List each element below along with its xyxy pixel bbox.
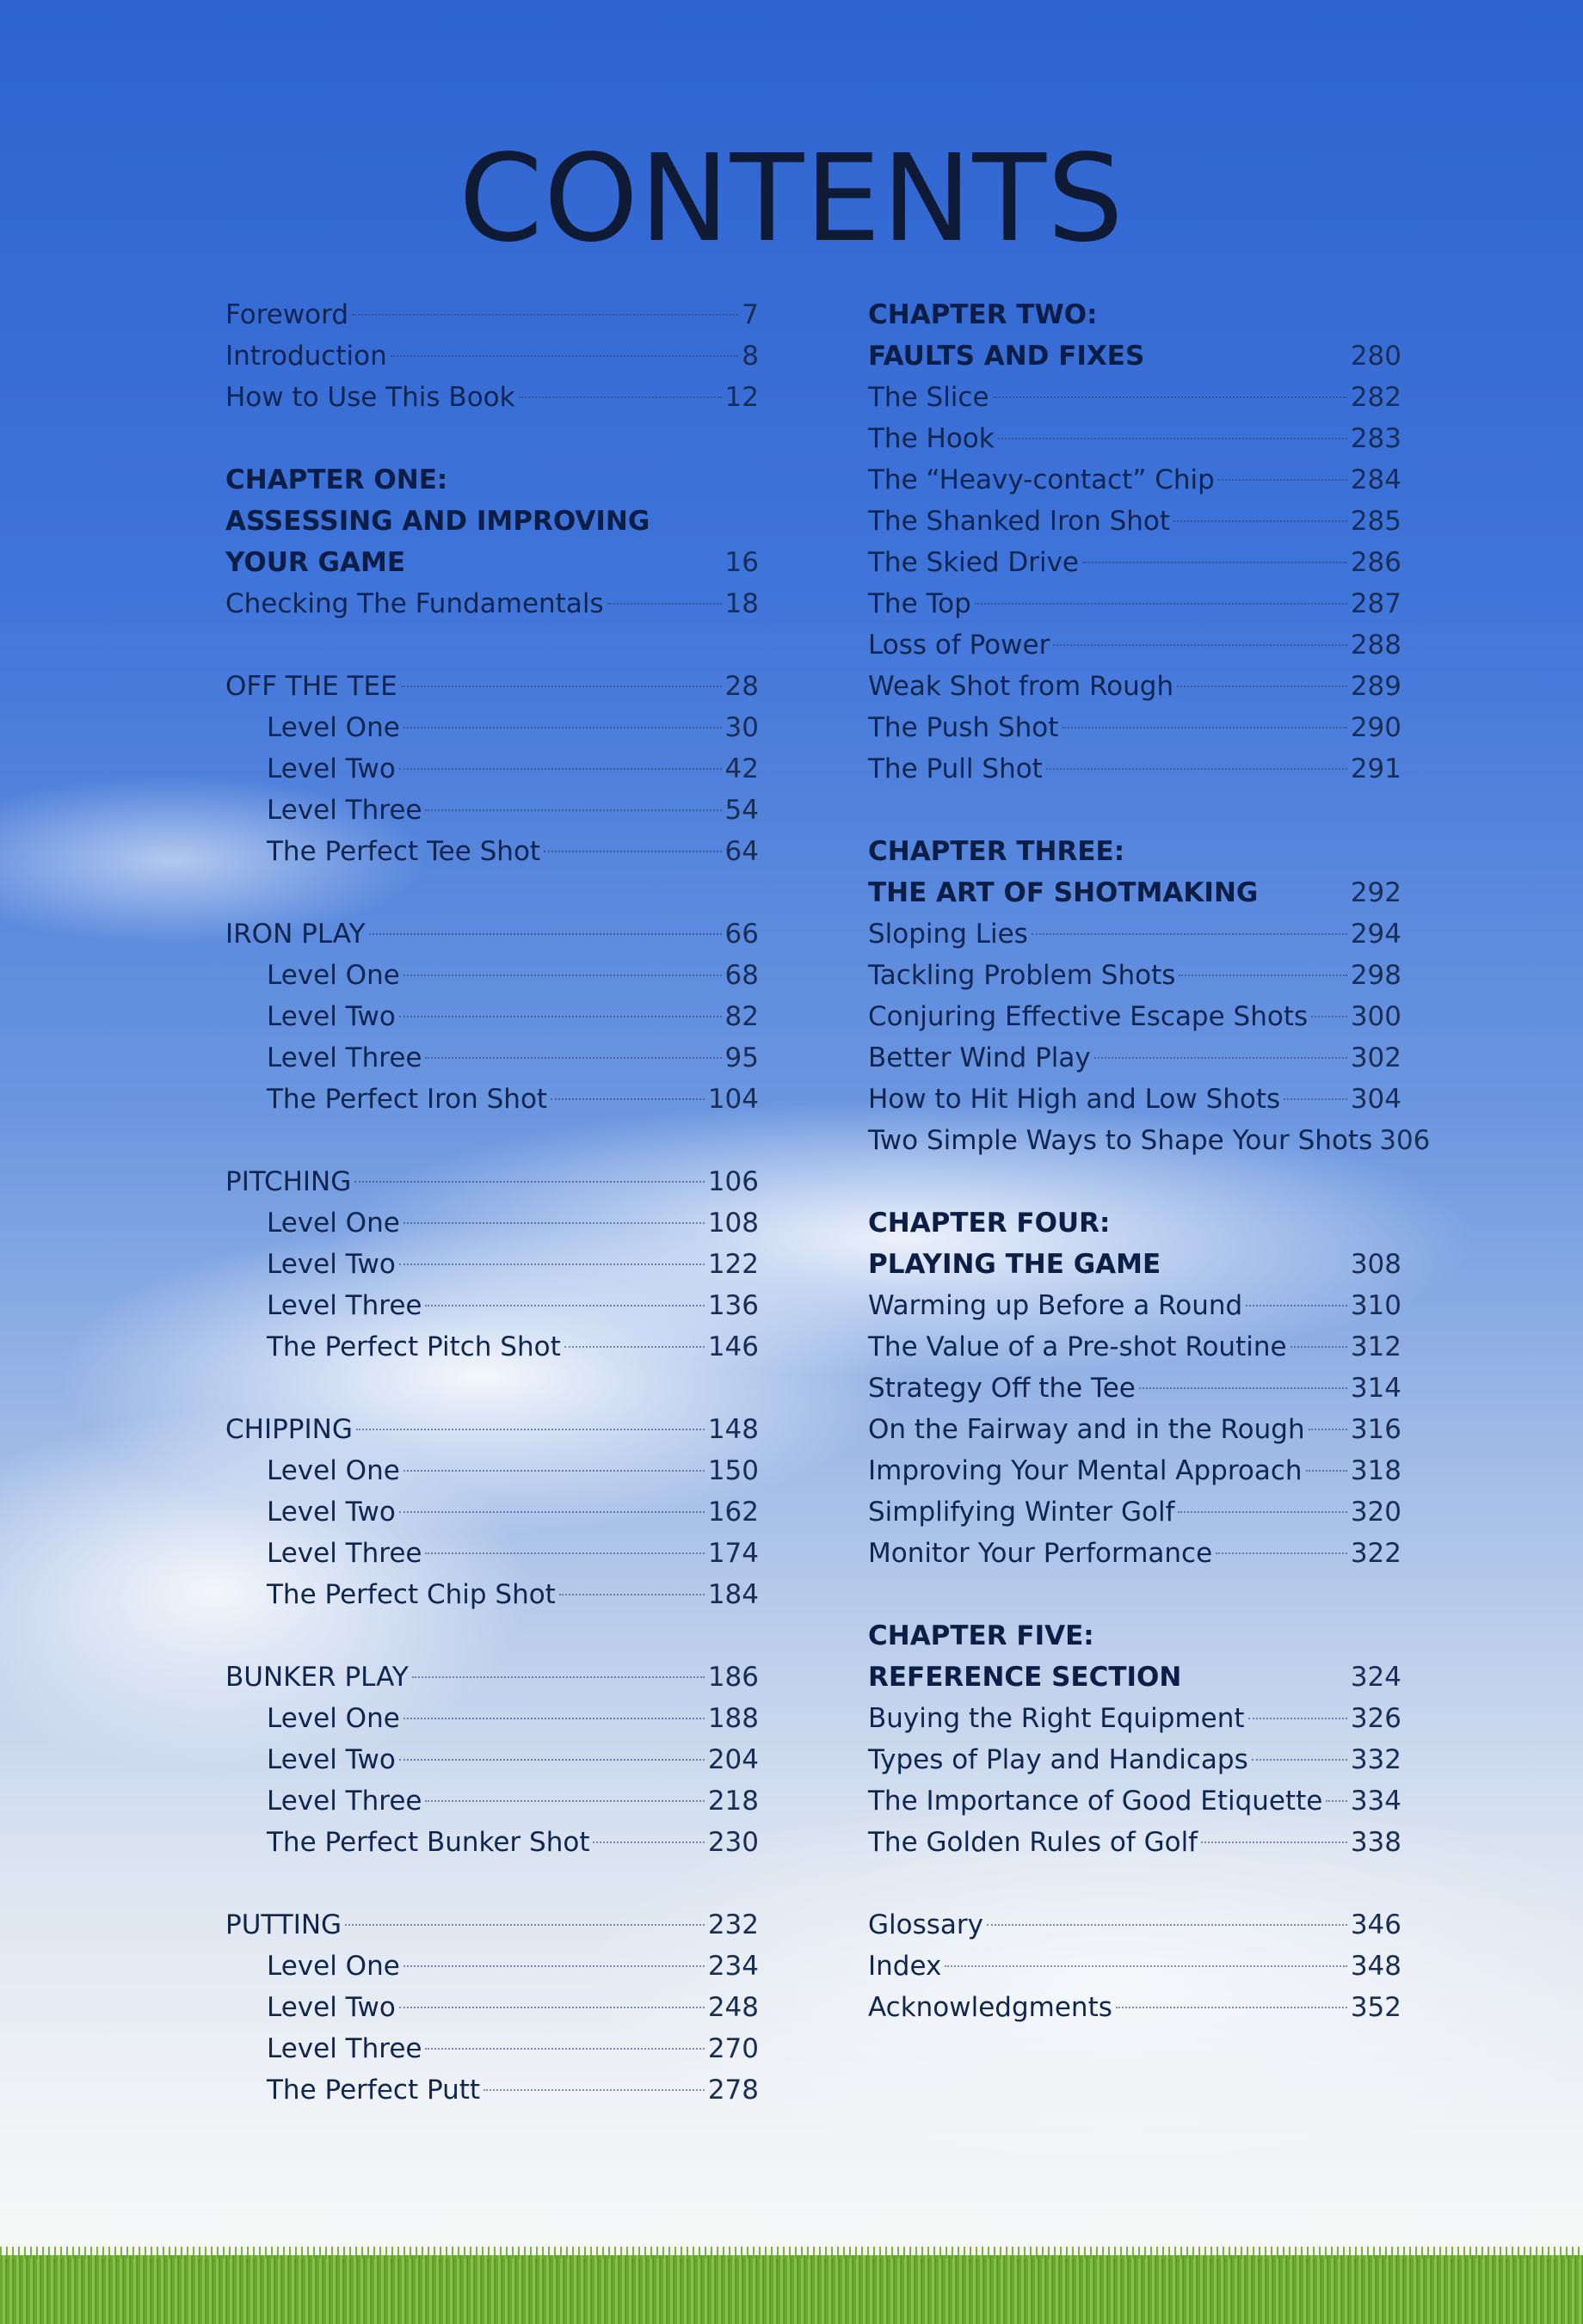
toc-entry[interactable] <box>225 790 759 831</box>
toc-left-column <box>225 294 759 2152</box>
toc-page-number: 104 <box>707 1084 759 1115</box>
toc-page-number: 42 <box>724 753 759 784</box>
toc-leader-dots <box>993 397 1347 398</box>
toc-leader-dots <box>425 1305 704 1306</box>
toc-entry-label: Level Three <box>267 1290 422 1321</box>
toc-page-number: 326 <box>1350 1703 1401 1734</box>
toc-entry-label: IRON PLAY <box>225 919 366 950</box>
toc-page-number: 284 <box>1350 464 1401 495</box>
toc-group <box>868 1615 1401 1863</box>
toc-entry[interactable] <box>868 624 1401 666</box>
toc-entry[interactable] <box>225 748 759 790</box>
toc-page-number: 28 <box>724 671 759 702</box>
toc-entry-label: OFF THE TEE <box>225 671 397 702</box>
toc-page-number: 122 <box>707 1249 759 1280</box>
toc-page-number: 186 <box>707 1662 759 1693</box>
toc-group <box>868 1202 1401 1574</box>
toc-page-number: 30 <box>724 712 759 743</box>
toc-group <box>225 1161 759 1368</box>
toc-page-number: 332 <box>1350 1744 1401 1775</box>
toc-entry[interactable] <box>225 955 759 996</box>
toc-leader-dots <box>1177 686 1347 687</box>
section-heading-row[interactable] <box>225 666 759 707</box>
toc-page-number: 148 <box>707 1414 759 1445</box>
toc-entry[interactable] <box>225 2028 759 2069</box>
toc-leader-dots <box>1179 974 1346 976</box>
chapter-heading-row[interactable] <box>868 872 1401 913</box>
toc-entry[interactable] <box>225 1037 759 1079</box>
toc-group <box>868 831 1431 1161</box>
toc-leader-dots <box>1252 1759 1347 1761</box>
toc-page-number: 136 <box>707 1290 759 1321</box>
toc-entry-label: Checking The Fundamentals <box>225 588 604 619</box>
toc-page-number: 288 <box>1350 630 1401 661</box>
chapter-heading: FAULTS AND FIXES <box>868 341 1145 372</box>
toc-entry[interactable] <box>868 418 1401 459</box>
toc-group <box>225 1904 759 2111</box>
toc-page-number: 162 <box>707 1497 759 1528</box>
toc-entry-label: Conjuring Effective Escape Shots <box>868 1001 1309 1032</box>
toc-entry[interactable] <box>868 666 1401 707</box>
toc-leader-dots <box>519 397 722 398</box>
toc-entry-label: Level Three <box>267 1538 422 1569</box>
toc-entry[interactable] <box>868 1946 1401 1987</box>
toc-page-number: 308 <box>1350 1249 1401 1280</box>
toc-page-number: 304 <box>1350 1084 1401 1115</box>
toc-page-number: 7 <box>742 299 759 330</box>
toc-entry-label: The Perfect Iron Shot <box>267 1084 548 1115</box>
toc-entry-label: Level Two <box>267 1992 396 2023</box>
toc-leader-dots <box>987 1924 1347 1926</box>
toc-leader-dots <box>399 1511 705 1513</box>
toc-entry-label: The Golden Rules of Golf <box>868 1827 1198 1858</box>
toc-entry-label: Buying the Right Equipment <box>868 1703 1245 1734</box>
toc-entry-label: The Perfect Putt <box>267 2075 481 2106</box>
toc-leader-dots <box>345 1924 705 1926</box>
toc-entry[interactable] <box>225 1822 759 1863</box>
toc-entry-label: Level One <box>267 1455 400 1486</box>
chapter-heading: REFERENCE SECTION <box>868 1662 1182 1693</box>
section-heading-row[interactable] <box>225 1657 759 1698</box>
toc-entry[interactable] <box>225 707 759 748</box>
toc-entry-label: The Skied Drive <box>868 547 1080 578</box>
chapter-heading: CHAPTER TWO: <box>868 299 1098 330</box>
toc-entry-label: Better Wind Play <box>868 1042 1091 1073</box>
toc-entry-label: Warming up Before a Round <box>868 1290 1243 1321</box>
toc-leader-dots <box>425 1552 704 1554</box>
toc-entry-label: Index <box>868 1951 942 1982</box>
toc-entry-label: Strategy Off the Tee <box>868 1373 1136 1404</box>
chapter-heading: YOUR GAME <box>225 547 405 578</box>
toc-group <box>868 294 1401 790</box>
toc-entry[interactable] <box>868 913 1401 955</box>
toc-leader-dots <box>998 438 1347 440</box>
chapter-heading: PLAYING THE GAME <box>868 1249 1161 1280</box>
toc-leader-dots <box>1290 1346 1347 1348</box>
toc-page-number: 352 <box>1350 1992 1401 2023</box>
toc-group <box>225 913 759 1120</box>
toc-page-number: 230 <box>707 1827 759 1858</box>
toc-page-number: 300 <box>1350 1001 1401 1032</box>
toc-leader-dots <box>399 1759 705 1761</box>
toc-page-number: 108 <box>707 1208 759 1239</box>
toc-entry[interactable] <box>868 501 1401 542</box>
grass-strip <box>0 2255 1583 2324</box>
toc-entry[interactable] <box>225 1574 759 1615</box>
toc-entry-label: Sloping Lies <box>868 919 1028 950</box>
toc-entry[interactable] <box>225 377 759 418</box>
toc-page-number: 18 <box>724 588 759 619</box>
toc-page-number: 106 <box>707 1166 759 1197</box>
toc-entry-label: Level One <box>267 1951 400 1982</box>
toc-page-number: 298 <box>1350 960 1401 991</box>
toc-entry-label: Weak Shot from Rough <box>868 671 1174 702</box>
toc-entry[interactable] <box>225 1698 759 1739</box>
section-heading-row[interactable] <box>225 913 759 955</box>
toc-page-number: 146 <box>707 1331 759 1362</box>
toc-entry[interactable] <box>225 294 759 335</box>
toc-leader-dots <box>1309 1429 1347 1430</box>
toc-leader-dots <box>403 1222 705 1224</box>
toc-entry-label: Loss of Power <box>868 630 1050 661</box>
toc-leader-dots <box>484 2089 705 2091</box>
toc-entry-label: The Value of a Pre-shot Routine <box>868 1331 1287 1362</box>
toc-leader-dots <box>1178 1511 1346 1513</box>
toc-leader-dots <box>1306 1470 1347 1472</box>
toc-entry[interactable] <box>225 1739 759 1780</box>
toc-page-number: 346 <box>1350 1909 1401 1940</box>
toc-entry-label: Acknowledgments <box>868 1992 1112 2023</box>
toc-page-number: 312 <box>1350 1331 1401 1362</box>
toc-entry[interactable] <box>868 1822 1401 1863</box>
toc-entry-label: BUNKER PLAY <box>225 1662 409 1693</box>
toc-entry-label: The Pull Shot <box>868 753 1043 784</box>
toc-entry[interactable] <box>225 2069 759 2111</box>
toc-page-number: 16 <box>724 547 759 578</box>
toc-page-number: 310 <box>1350 1290 1401 1321</box>
toc-entry-label: The Perfect Chip Shot <box>267 1579 556 1610</box>
toc-leader-dots <box>412 1676 705 1678</box>
toc-leader-dots <box>975 603 1347 605</box>
toc-entry[interactable] <box>868 583 1401 624</box>
toc-entry-label: Two Simple Ways to Shape Your Shots <box>868 1125 1373 1156</box>
toc-page-number: 54 <box>724 795 759 826</box>
toc-leader-dots <box>1046 768 1347 770</box>
toc-leader-dots <box>1053 644 1347 646</box>
toc-group <box>225 666 759 872</box>
toc-page-number: 66 <box>724 919 759 950</box>
toc-page-number: 318 <box>1350 1455 1401 1486</box>
toc-entry[interactable] <box>225 1946 759 1987</box>
toc-page-number: 278 <box>707 2075 759 2106</box>
toc-leader-dots <box>1284 1098 1347 1100</box>
toc-leader-dots <box>593 1841 704 1843</box>
toc-entry[interactable] <box>868 1326 1401 1368</box>
toc-entry-label: Level Two <box>267 1744 396 1775</box>
toc-leader-dots <box>1201 1841 1347 1843</box>
toc-entry-label: Level Three <box>267 1042 422 1073</box>
toc-leader-dots <box>1311 1016 1347 1018</box>
toc-entry[interactable] <box>868 1120 1431 1161</box>
toc-entry-label: The Perfect Pitch Shot <box>267 1331 561 1362</box>
toc-page-number: 292 <box>1350 877 1401 908</box>
toc-entry-label: The Push Shot <box>868 712 1059 743</box>
section-heading-row[interactable] <box>225 1409 759 1450</box>
toc-entry-label: How to Hit High and Low Shots <box>868 1084 1281 1115</box>
toc-page-number: 334 <box>1350 1786 1401 1817</box>
toc-entry-label: Improving Your Mental Approach <box>868 1455 1303 1486</box>
toc-entry[interactable] <box>225 996 759 1037</box>
toc-leader-dots <box>352 314 738 316</box>
toc-page-number: 150 <box>707 1455 759 1486</box>
toc-entry-label: CHIPPING <box>225 1414 353 1445</box>
toc-entry-label: Foreword <box>225 299 349 330</box>
toc-leader-dots <box>403 1470 705 1472</box>
toc-entry[interactable] <box>225 1987 759 2028</box>
toc-entry-label: Level One <box>267 1703 400 1734</box>
toc-leader-dots <box>1218 479 1347 481</box>
toc-entry-label: Level Three <box>267 1786 422 1817</box>
toc-page-number: 348 <box>1350 1951 1401 1982</box>
toc-page-number: 302 <box>1350 1042 1401 1073</box>
toc-leader-dots <box>425 809 721 811</box>
toc-leader-dots <box>369 933 722 935</box>
toc-entry[interactable] <box>868 1079 1401 1120</box>
toc-entry-label: The Shanked Iron Shot <box>868 506 1171 537</box>
toc-entry-label: The Perfect Bunker Shot <box>267 1827 590 1858</box>
toc-entry[interactable] <box>868 1409 1401 1450</box>
toc-page-number: 289 <box>1350 671 1401 702</box>
toc-entry[interactable] <box>868 542 1401 583</box>
toc-entry-label: The Top <box>868 588 971 619</box>
toc-entry[interactable] <box>868 1285 1401 1326</box>
toc-entry[interactable] <box>868 1739 1401 1780</box>
toc-group <box>225 1657 759 1863</box>
chapter-heading-row[interactable] <box>868 335 1401 377</box>
toc-leader-dots <box>1173 520 1347 522</box>
toc-entry-label: The Hook <box>868 423 995 454</box>
toc-entry[interactable] <box>868 459 1401 501</box>
toc-entry[interactable] <box>225 1202 759 1244</box>
toc-entry-label: Level One <box>267 1208 400 1239</box>
toc-page-number: 270 <box>707 2033 759 2064</box>
toc-page-number: 294 <box>1350 919 1401 950</box>
toc-leader-dots <box>399 1263 705 1265</box>
section-heading-row[interactable] <box>225 1161 759 1202</box>
toc-page-number: 287 <box>1350 588 1401 619</box>
toc-entry[interactable] <box>868 996 1401 1037</box>
toc-leader-dots <box>607 603 722 605</box>
toc-entry[interactable] <box>225 1285 759 1326</box>
toc-leader-dots <box>356 1429 705 1430</box>
toc-group <box>225 459 759 624</box>
toc-entry-label: Level Two <box>267 1001 396 1032</box>
toc-page-number: 232 <box>707 1909 759 1940</box>
toc-entry[interactable] <box>868 1037 1401 1079</box>
toc-leader-dots <box>564 1346 705 1348</box>
toc-page-number: 324 <box>1350 1662 1401 1693</box>
toc-leader-dots <box>1139 1387 1347 1389</box>
toc-entry[interactable] <box>868 1368 1401 1409</box>
chapter-heading-row[interactable] <box>868 1657 1401 1698</box>
chapter-heading: CHAPTER THREE: <box>868 836 1125 867</box>
toc-entry-label: Glossary <box>868 1909 983 1940</box>
toc-group <box>225 294 759 418</box>
toc-entry[interactable] <box>225 1326 759 1368</box>
toc-leader-dots <box>399 768 722 770</box>
toc-page-number: 338 <box>1350 1827 1401 1858</box>
toc-entry-label: Introduction <box>225 341 387 372</box>
toc-entry-label: The Slice <box>868 382 989 413</box>
toc-entry[interactable] <box>868 1491 1401 1533</box>
toc-page-number: 64 <box>724 836 759 867</box>
toc-leader-dots <box>403 1965 705 1967</box>
toc-leader-dots <box>1032 933 1347 935</box>
toc-entry-label: Level Two <box>267 1497 396 1528</box>
toc-page-number: 68 <box>724 960 759 991</box>
toc-page-number: 283 <box>1350 423 1401 454</box>
toc-entry-label: How to Use This Book <box>225 382 515 413</box>
toc-entry-label: Level Three <box>267 2033 422 2064</box>
toc-entry[interactable] <box>868 1533 1401 1574</box>
page-title: CONTENTS <box>459 129 1124 269</box>
toc-page-number: 282 <box>1350 382 1401 413</box>
toc-entry[interactable] <box>225 1450 759 1491</box>
toc-leader-dots <box>391 355 739 357</box>
toc-leader-dots <box>1062 727 1346 729</box>
toc-page-number: 280 <box>1350 341 1401 372</box>
toc-entry[interactable] <box>868 1780 1401 1822</box>
toc-page-number: 174 <box>707 1538 759 1569</box>
toc-leader-dots <box>425 2048 704 2050</box>
toc-page-number: 184 <box>707 1579 759 1610</box>
toc-leader-dots <box>1248 1718 1347 1719</box>
toc-entry[interactable] <box>868 707 1401 748</box>
toc-entry-label: On the Fairway and in the Rough <box>868 1414 1305 1445</box>
toc-page-number: 290 <box>1350 712 1401 743</box>
toc-page-number: 285 <box>1350 506 1401 537</box>
toc-entry[interactable] <box>225 335 759 377</box>
toc-entry-label: PITCHING <box>225 1166 352 1197</box>
toc-entry[interactable] <box>868 1904 1401 1946</box>
toc-page-number: 12 <box>724 382 759 413</box>
toc-leader-dots <box>354 1181 705 1183</box>
toc-entry[interactable] <box>868 1450 1401 1491</box>
toc-entry-label: Monitor Your Performance <box>868 1538 1213 1569</box>
toc-leader-dots <box>425 1057 721 1059</box>
toc-entry-label: Types of Play and Handicaps <box>868 1744 1248 1775</box>
toc-leader-dots <box>551 1098 705 1100</box>
toc-leader-dots <box>1216 1552 1347 1554</box>
chapter-heading: CHAPTER FOUR: <box>868 1208 1111 1239</box>
toc-entry[interactable] <box>225 1079 759 1120</box>
toc-entry[interactable] <box>225 1491 759 1533</box>
toc-entry-label: The “Heavy-contact” Chip <box>868 464 1215 495</box>
toc-page-number: 8 <box>742 341 759 372</box>
toc-entry[interactable] <box>225 583 759 624</box>
toc-page-number: 286 <box>1350 547 1401 578</box>
toc-leader-dots <box>425 1800 704 1802</box>
toc-entry[interactable] <box>868 1698 1401 1739</box>
toc-leader-dots <box>401 686 722 687</box>
chapter-heading-row[interactable] <box>225 542 759 583</box>
toc-entry[interactable] <box>868 1987 1401 2028</box>
chapter-heading: ASSESSING AND IMPROVING <box>225 506 650 537</box>
chapter-heading: THE ART OF SHOTMAKING <box>868 877 1259 908</box>
toc-page-number: 82 <box>724 1001 759 1032</box>
toc-entry[interactable] <box>868 748 1401 790</box>
toc-entry-label: Level One <box>267 712 400 743</box>
toc-page-number: 320 <box>1350 1497 1401 1528</box>
toc-page-number: 306 <box>1379 1125 1431 1156</box>
chapter-heading-row[interactable] <box>868 1244 1401 1285</box>
toc-entry-label: Level Two <box>267 753 396 784</box>
toc-leader-dots <box>403 974 722 976</box>
toc-entry-label: The Importance of Good Etiquette <box>868 1786 1323 1817</box>
toc-right-column <box>868 294 1431 2069</box>
toc-leader-dots <box>544 851 721 852</box>
section-heading-row[interactable] <box>225 1904 759 1946</box>
toc-entry-label: PUTTING <box>225 1909 342 1940</box>
toc-entry-label: Tackling Problem Shots <box>868 960 1176 991</box>
toc-leader-dots <box>399 1016 722 1018</box>
toc-entry[interactable] <box>225 1244 759 1285</box>
toc-page-number: 95 <box>724 1042 759 1073</box>
toc-entry-label: Level Two <box>267 1249 396 1280</box>
toc-entry-label: Level Three <box>267 795 422 826</box>
toc-group <box>225 1409 759 1615</box>
toc-leader-dots <box>1082 562 1347 563</box>
toc-group <box>868 1904 1401 2028</box>
toc-entry[interactable] <box>868 377 1401 418</box>
toc-leader-dots <box>945 1965 1346 1967</box>
toc-leader-dots <box>559 1594 705 1595</box>
toc-entry[interactable] <box>868 955 1401 996</box>
toc-page-number: 234 <box>707 1951 759 1982</box>
toc-page-number: 204 <box>707 1744 759 1775</box>
toc-page-number: 316 <box>1350 1414 1401 1445</box>
chapter-heading: CHAPTER ONE: <box>225 464 448 495</box>
toc-leader-dots <box>403 1718 705 1719</box>
toc-leader-dots <box>1246 1305 1347 1306</box>
toc-entry[interactable] <box>225 1533 759 1574</box>
toc-entry-label: Level One <box>267 960 400 991</box>
toc-leader-dots <box>1116 2007 1347 2008</box>
chapter-heading: CHAPTER FIVE: <box>868 1620 1094 1651</box>
toc-page-number: 188 <box>707 1703 759 1734</box>
toc-page-number: 248 <box>707 1992 759 2023</box>
toc-page-number: 314 <box>1350 1373 1401 1404</box>
toc-page-number: 291 <box>1350 753 1401 784</box>
toc-leader-dots <box>403 727 722 729</box>
toc-entry[interactable] <box>225 1780 759 1822</box>
toc-entry[interactable] <box>225 831 759 872</box>
toc-page-number: 322 <box>1350 1538 1401 1569</box>
toc-page-number: 218 <box>707 1786 759 1817</box>
toc-entry-label: Simplifying Winter Golf <box>868 1497 1175 1528</box>
toc-entry-label: The Perfect Tee Shot <box>267 836 541 867</box>
toc-leader-dots <box>1094 1057 1347 1059</box>
toc-leader-dots <box>1326 1800 1346 1802</box>
toc-leader-dots <box>399 2007 705 2008</box>
